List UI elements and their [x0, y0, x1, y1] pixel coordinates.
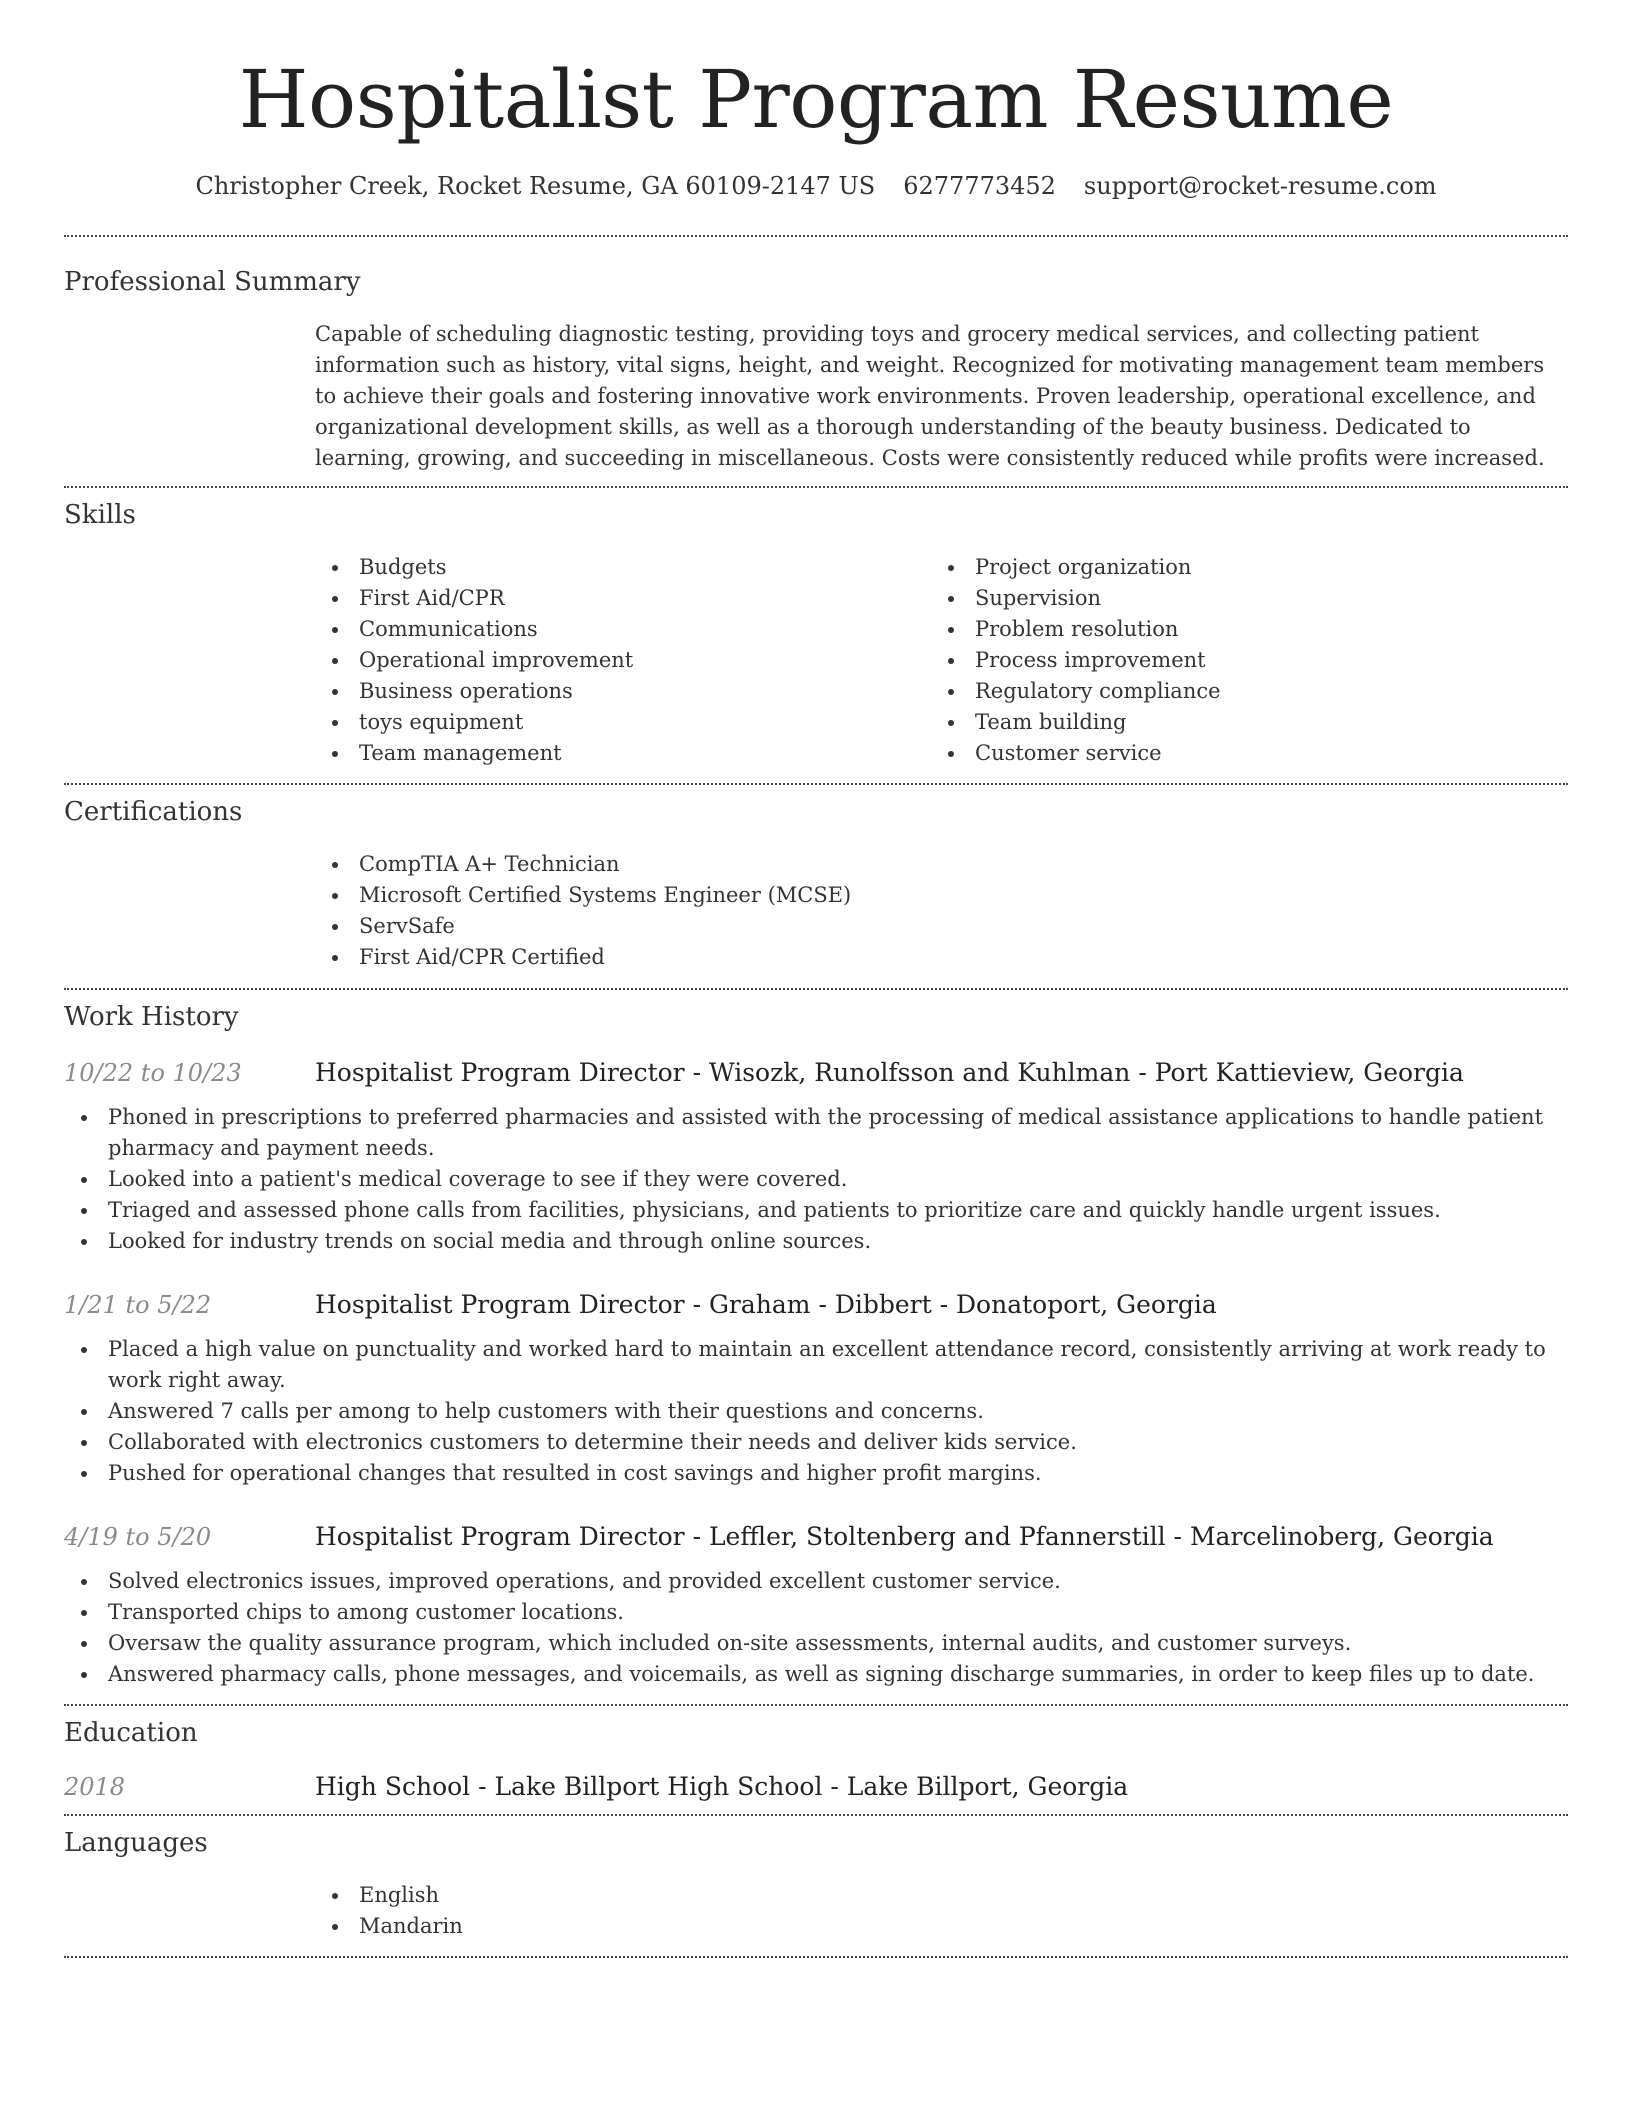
certification-item: ServSafe — [315, 911, 1568, 942]
language-item: English — [315, 1880, 1568, 1911]
job-entry — [64, 1520, 1568, 1690]
certifications-body — [315, 849, 1568, 973]
skills-column-left — [315, 552, 931, 769]
skill-item: Business operations — [315, 676, 931, 707]
skill-item: First Aid/CPR — [315, 583, 931, 614]
skill-item: Process improvement — [931, 645, 1547, 676]
certifications-list — [315, 849, 1568, 973]
job-bullet: Solved electronics issues, improved operations, and provided excellent customer service. — [64, 1566, 1568, 1597]
address-text: Christopher Creek, Rocket Resume, GA 60109-2147 US — [195, 172, 876, 200]
skills-column-right — [931, 552, 1547, 769]
languages-divider — [64, 1956, 1568, 1958]
job-bullet: Placed a high value on punctuality and worked hard to maintain an excellent attendance record, consistently arriving at work ready to work right away. — [64, 1334, 1568, 1396]
skills-list — [315, 552, 1568, 769]
summary-text: Capable of scheduling diagnostic testing, providing toys and grocery medical services, and collecting patient information such as history, vital signs, height, and weight. Recognized for motivating management team members to achieve their goals and fostering innovative work environments. Proven leadership, operational excellence, and organizational development skills, as well as a thorough understanding of the beauty business. Dedicated to learning, growing, and succeeding in miscellaneous. Costs were consistently reduced while profits were increased. — [315, 322, 1545, 470]
skill-item: Customer service — [931, 738, 1547, 769]
certification-item: CompTIA A+ Technician — [315, 849, 1568, 880]
skill-item: Communications — [315, 614, 931, 645]
job-bullets — [64, 1566, 1568, 1690]
summary-body — [315, 319, 1568, 474]
job-header — [64, 1056, 1568, 1090]
skill-item: Regulatory compliance — [931, 676, 1547, 707]
job-bullet: Looked for industry trends on social media and through online sources. — [64, 1226, 1568, 1257]
language-item: Mandarin — [315, 1911, 1568, 1942]
skills-section — [64, 488, 1568, 769]
skill-item: Supervision — [931, 583, 1547, 614]
job-heading: Hospitalist Program Director - Graham - Dibbert - Donatoport, Georgia — [315, 1290, 1217, 1319]
job-dates: 4/19 to 5/20 — [64, 1523, 212, 1551]
summary-heading: Professional Summary — [64, 267, 361, 297]
resume-title: Hospitalist Program Resume — [238, 53, 1394, 146]
resume-header — [64, 0, 1568, 202]
job-bullet: Answered 7 calls per among to help customers with their questions and concerns. — [64, 1396, 1568, 1427]
job-bullet: Oversaw the quality assurance program, which included on-site assessments, internal audits, and customer surveys. — [64, 1628, 1568, 1659]
languages-heading: Languages — [64, 1828, 208, 1858]
job-dates: 1/21 to 5/22 — [64, 1291, 212, 1319]
job-bullet: Collaborated with electronics customers to determine their needs and deliver kids service. — [64, 1427, 1568, 1458]
skill-item: Team building — [931, 707, 1547, 738]
job-dates: 10/22 to 10/23 — [64, 1059, 242, 1087]
phone-text: 6277773452 — [903, 172, 1056, 200]
job-header — [64, 1520, 1568, 1554]
job-bullet: Triaged and assessed phone calls from facilities, physicians, and patients to prioritize care and quickly handle urgent issues. — [64, 1195, 1568, 1226]
education-heading: Education — [64, 1718, 198, 1748]
languages-section — [64, 1816, 1568, 1942]
skill-item: Team management — [315, 738, 931, 769]
job-bullets — [64, 1102, 1568, 1257]
job-entry — [64, 1056, 1568, 1257]
job-header — [64, 1288, 1568, 1322]
job-heading: Hospitalist Program Director - Leffler, Stoltenberg and Pfannerstill - Marcelinoberg, Georgia — [315, 1522, 1494, 1551]
skill-item: Budgets — [315, 552, 931, 583]
skill-item: Project organization — [931, 552, 1547, 583]
skills-heading: Skills — [64, 500, 136, 530]
job-bullet: Looked into a patient's medical coverage to see if they were covered. — [64, 1164, 1568, 1195]
work-history-heading: Work History — [64, 1002, 239, 1032]
job-bullet: Phoned in prescriptions to preferred pharmacies and assisted with the processing of medical assistance applications to handle patient pharmacy and payment needs. — [64, 1102, 1568, 1164]
education-heading-text: High School - Lake Billport High School - Lake Billport, Georgia — [315, 1772, 1129, 1801]
certification-item: Microsoft Certified Systems Engineer (MCSE) — [315, 880, 1568, 911]
job-heading: Hospitalist Program Director - Wisozk, Runolfsson and Kuhlman - Port Kattieview, Georgia — [315, 1058, 1464, 1087]
skill-item: Operational improvement — [315, 645, 931, 676]
languages-body — [315, 1880, 1568, 1942]
contact-line — [64, 170, 1568, 202]
certification-item: First Aid/CPR Certified — [315, 942, 1568, 973]
work-history-section — [64, 990, 1568, 1690]
education-year: 2018 — [64, 1773, 126, 1801]
languages-list — [315, 1880, 1568, 1942]
job-bullet: Answered pharmacy calls, phone messages, and voicemails, as well as signing discharge summaries, in order to keep files up to date. — [64, 1659, 1568, 1690]
summary-section — [64, 237, 1568, 474]
job-bullet: Pushed for operational changes that resulted in cost savings and higher profit margins. — [64, 1458, 1568, 1489]
certifications-section — [64, 785, 1568, 973]
education-section — [64, 1706, 1568, 1804]
skill-item: toys equipment — [315, 707, 931, 738]
job-bullet: Transported chips to among customer locations. — [64, 1597, 1568, 1628]
skill-item: Problem resolution — [931, 614, 1547, 645]
email-text: support@rocket-resume.com — [1083, 172, 1437, 200]
job-bullets — [64, 1334, 1568, 1489]
job-entry — [64, 1288, 1568, 1489]
certifications-heading: Certifications — [64, 797, 243, 827]
education-entry — [64, 1770, 1568, 1804]
